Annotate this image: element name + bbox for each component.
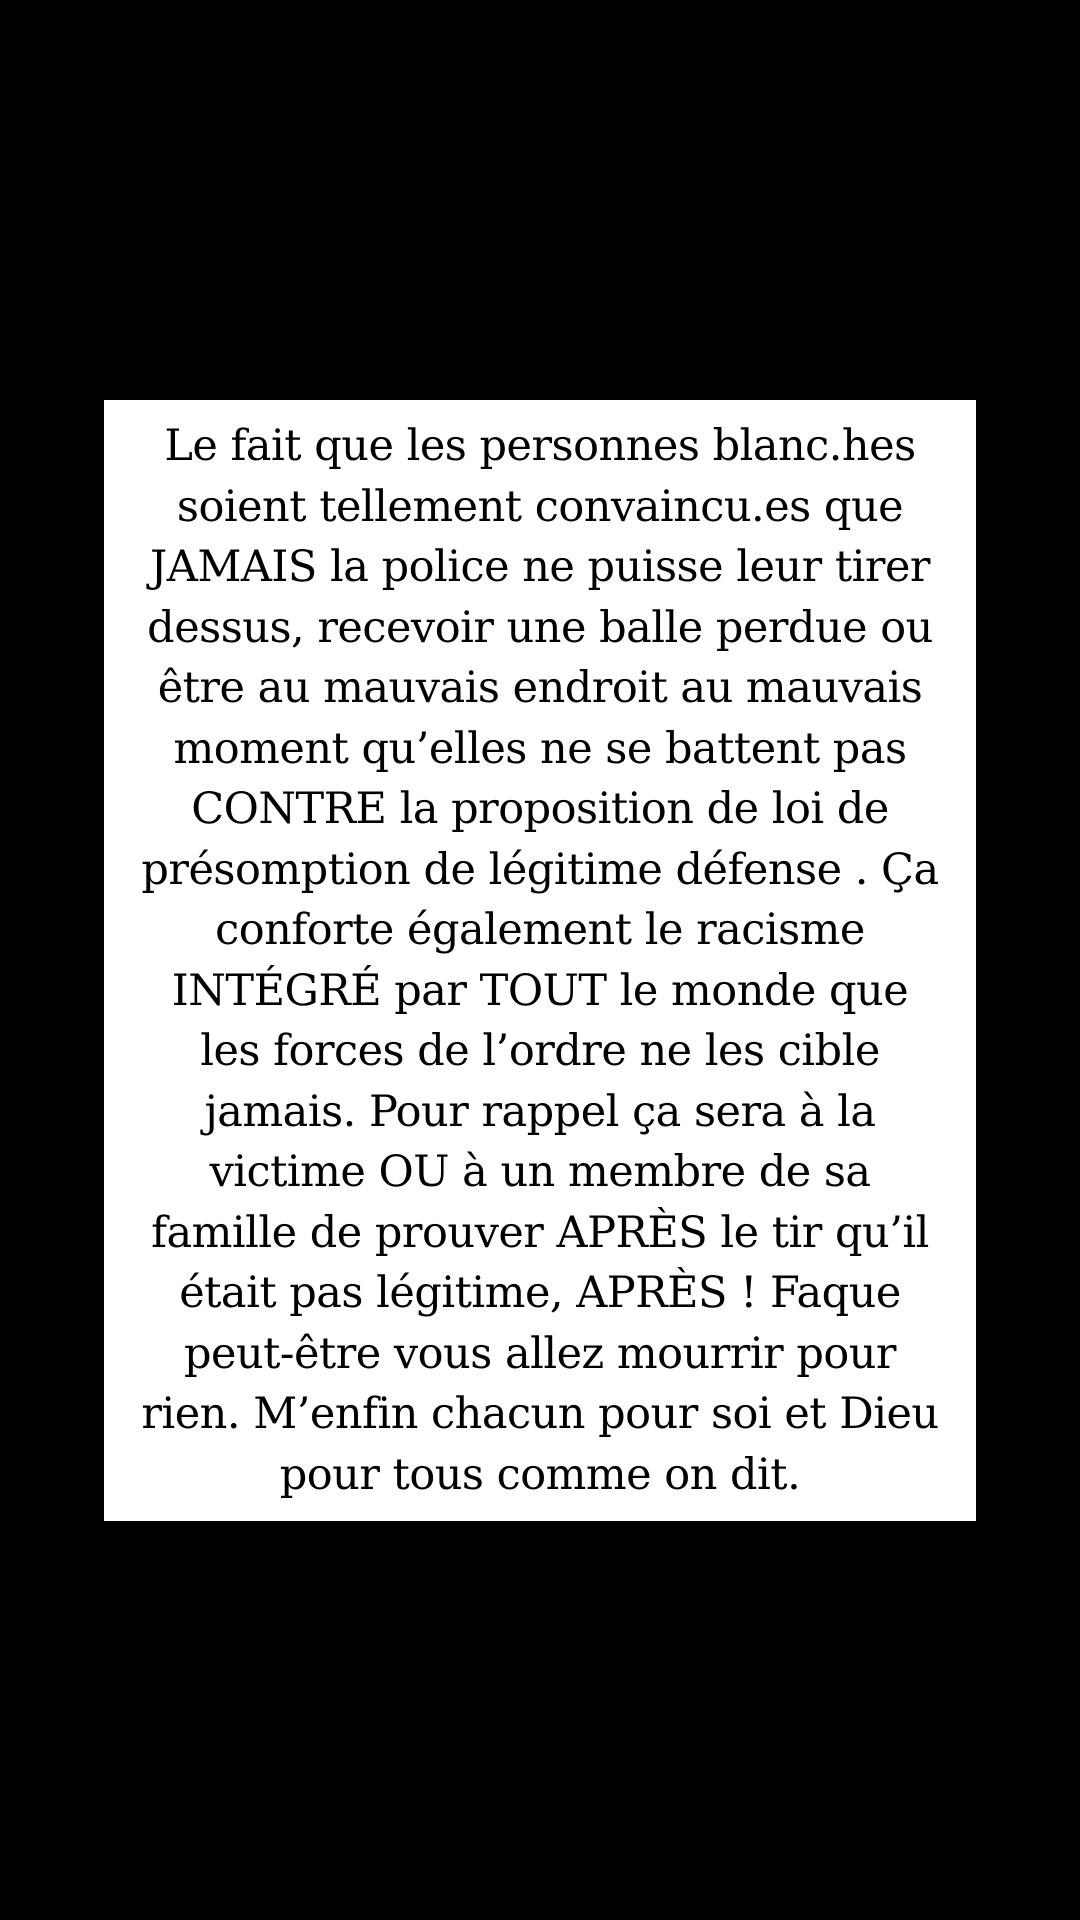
text-line: présomption de légitime défense . Ça (141, 844, 939, 895)
text-line: moment qu’elles ne se battent pas (173, 723, 907, 774)
text-line: soient tellement convaincu.es que (176, 481, 904, 532)
text-line: INTÉGRÉ par TOUT le monde que (171, 965, 909, 1016)
story-text (115, 416, 965, 1505)
text-line: JAMAIS la police ne puisse leur tirer (150, 542, 930, 592)
text-line: être au mauvais endroit au mauvais (157, 663, 923, 713)
text-line: Le fait que les personnes blanc.hes (164, 421, 916, 471)
text-line: était pas légitime, APRÈS ! Faque (179, 1268, 901, 1318)
text-line: CONTRE la proposition de loi de (191, 784, 889, 834)
text-card (104, 400, 976, 1521)
text-line: jamais. Pour rappel ça sera à la (204, 1086, 876, 1137)
text-line: victime OU à un membre de sa (209, 1147, 871, 1197)
text-line: rien. M’enfin chacun pour soi et Dieu (141, 1389, 939, 1439)
text-line: les forces de l’ordre ne les cible (200, 1026, 880, 1076)
text-line: pour tous comme on dit. (279, 1449, 801, 1500)
text-line: dessus, recevoir une balle perdue ou (147, 602, 933, 653)
text-line: conforte également le racisme (215, 905, 865, 955)
text-line: famille de prouver APRÈS le tir qu’il (151, 1207, 929, 1258)
text-line: peut-être vous allez mourrir pour (183, 1328, 896, 1379)
